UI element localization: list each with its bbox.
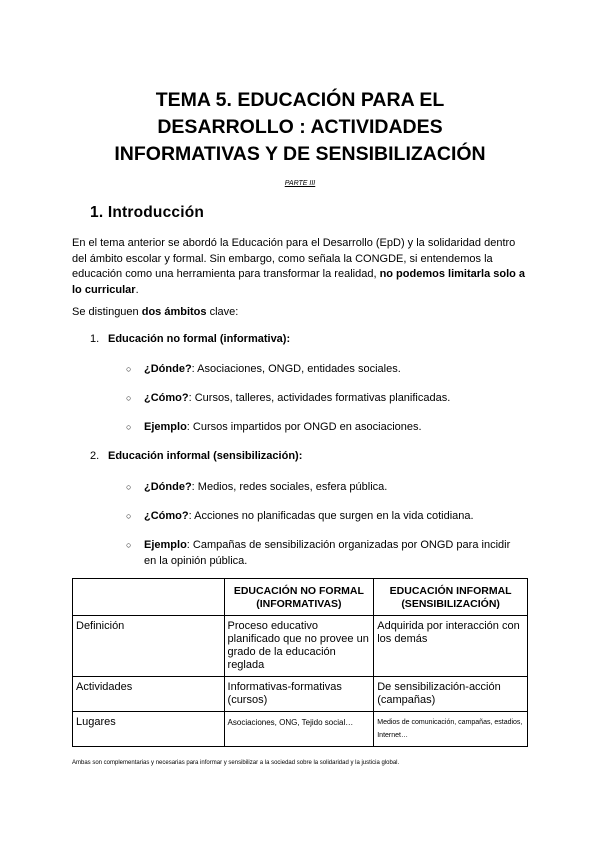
list-section-heading: [90, 333, 290, 345]
bullet-circle-icon: ○: [126, 422, 132, 432]
list-section-title: Educación no formal (informativa):: [108, 333, 291, 345]
list-number: 2.: [90, 450, 100, 462]
title-line: INFORMATIVAS Y DE SENSIBILIZACIÓN: [114, 143, 486, 165]
bullet-text: : Asociaciones, ONGD, entidades sociales.: [191, 363, 401, 375]
intro-end: .: [135, 283, 139, 296]
distinguish-post: clave:: [206, 306, 239, 318]
table-row: [73, 712, 528, 747]
bullet-circle-icon: ○: [126, 482, 132, 492]
intro-text: En el tema anterior se abordó la Educación para el Desarrollo (EpD) y la solidaridad dentro del ámbito escolar y formal. Sin embargo, como señala la CONGDE, si entendemos la educación como una herramienta para transformar la realidad,: [72, 237, 516, 280]
bullet-label: ¿Cómo?: [144, 392, 189, 404]
table-cell: Lugares: [73, 712, 225, 747]
table-row: [73, 677, 528, 712]
list-number: 1.: [90, 333, 100, 345]
bullet-circle-icon: ○: [126, 393, 132, 403]
bullet-text: : Cursos impartidos por ONGD en asociaciones.: [186, 421, 422, 433]
bullet-label: Ejemplo: [144, 421, 187, 433]
table-cell: Actividades: [73, 677, 225, 712]
bullet-circle-icon: ○: [126, 364, 132, 374]
table-header-cell: EDUCACIÓN NO FORMAL (INFORMATIVAS): [224, 579, 374, 616]
title-line: DESARROLLO : ACTIVIDADES: [157, 116, 443, 138]
table-cell: Asociaciones, ONG, Tejido social…: [224, 712, 374, 747]
table-cell: Medios de comunicación, campañas, estadios, Internet…: [374, 712, 528, 747]
title-line: TEMA 5. EDUCACIÓN PARA EL: [155, 89, 445, 111]
bullet-text: : Medios, redes sociales, esfera pública.: [191, 481, 388, 493]
intro-bold: no podemos limitarla solo a lo curricular: [72, 268, 526, 296]
table-cell: Adquirida por interacción con los demás: [374, 616, 528, 677]
bullet-text: : Cursos, talleres, actividades formativas planificadas.: [188, 392, 451, 404]
table-header-cell: [73, 579, 225, 616]
footer-note: Ambas son complementarias y necesarias para informar y sensibilizar a la sociedad sobre la solidaridad y la justicia global.: [72, 760, 400, 766]
section-heading: 1. Introducción: [90, 204, 205, 221]
distinguish-pre: Se distinguen: [72, 306, 142, 318]
table-cell: Definición: [73, 616, 225, 677]
bullet-circle-icon: ○: [126, 540, 132, 550]
bullet-text: : Acciones no planificadas que surgen en la vida cotidiana.: [188, 510, 474, 522]
bullet-label: ¿Cómo?: [144, 510, 189, 522]
bullet-text: : Campañas de sensibilización organizadas por ONGD para incidir en la opinión pública.: [144, 539, 511, 567]
table-cell: De sensibilización-acción (campañas): [374, 677, 528, 712]
distinguish-bold: dos ámbitos: [141, 306, 207, 318]
document-title: [60, 87, 540, 168]
intro-paragraph: [72, 236, 532, 298]
table-cell: Proceso educativo planificado que no provee un grado de la educación reglada: [224, 616, 374, 677]
list-section-heading: [90, 450, 302, 462]
list-section-title: Educación informal (sensibilización):: [108, 450, 303, 462]
bullet-circle-icon: ○: [126, 511, 132, 521]
comparison-table: [72, 578, 528, 747]
bullet-label: Ejemplo: [144, 539, 187, 551]
bullet-label: ¿Dónde?: [144, 481, 192, 493]
table-row: [73, 616, 528, 677]
bullet-label: ¿Dónde?: [144, 363, 192, 375]
table-header-cell: EDUCACIÓN INFORMAL (SENSIBILIZACIÓN): [374, 579, 528, 616]
document-subtitle: PARTE III: [284, 180, 316, 187]
distinguish-line: [72, 306, 238, 318]
table-header-row: [73, 579, 528, 616]
table-cell: Informativas-formativas (cursos): [224, 677, 374, 712]
